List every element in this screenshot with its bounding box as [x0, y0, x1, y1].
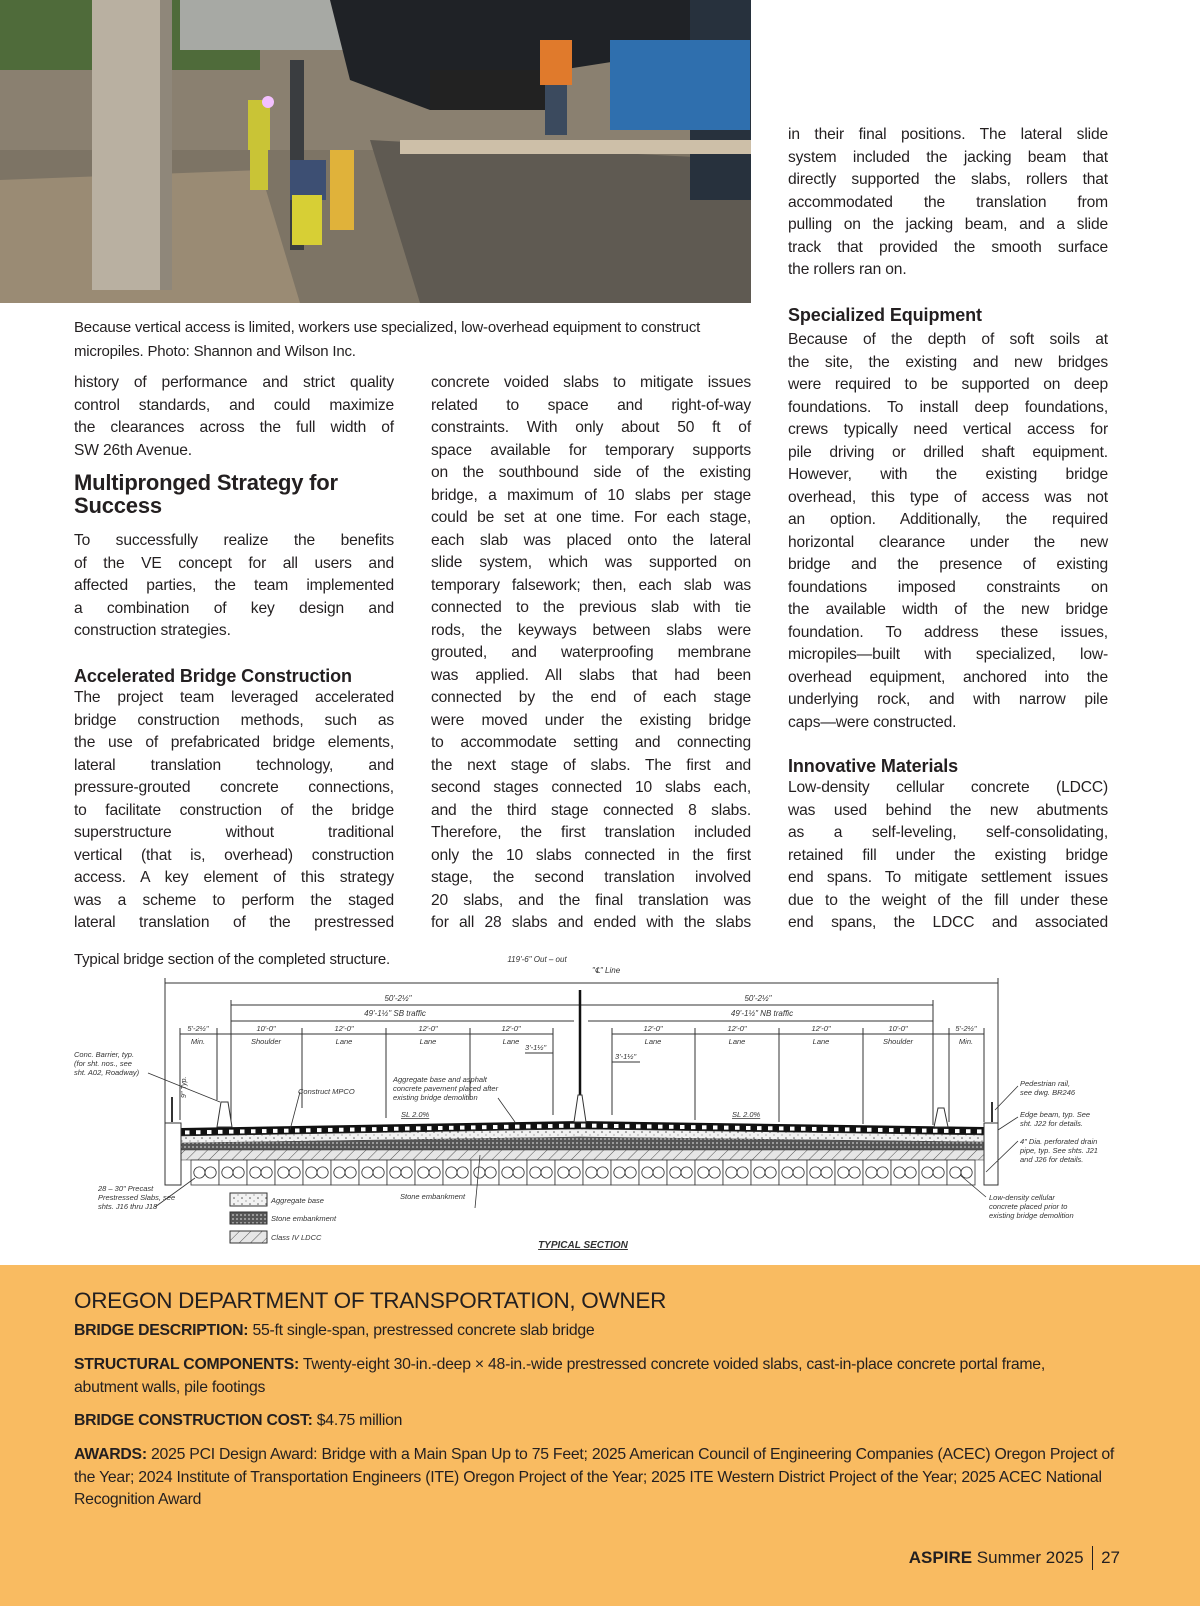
deck-square — [625, 1124, 630, 1128]
precast-slab — [443, 1160, 471, 1185]
svg-text:sht. A02, Roadway): sht. A02, Roadway) — [74, 1068, 140, 1077]
label: AWARDS: — [74, 1446, 147, 1463]
sb-traffic-width: 49'-1½" SB traffic — [364, 1009, 426, 1018]
median-barrier — [574, 1095, 586, 1122]
svg-text:concrete pavement placed after: concrete pavement placed after — [393, 1084, 499, 1093]
precast-slab — [863, 1160, 891, 1185]
deck-square — [724, 1126, 729, 1130]
svg-text:3'-1½": 3'-1½" — [525, 1043, 547, 1052]
svg-text:Class IV LDCC: Class IV LDCC — [271, 1233, 322, 1242]
precast-slab — [583, 1160, 611, 1185]
magazine-name: ASPIRE — [908, 1548, 973, 1567]
svg-text:5'-2½": 5'-2½" — [187, 1024, 209, 1033]
bridge-description — [74, 1320, 1124, 1343]
svg-text:Min.: Min. — [958, 1037, 974, 1046]
text-line: could be set at one time. For each stage, — [431, 509, 751, 526]
deck-square — [504, 1125, 509, 1129]
precast-slab — [471, 1160, 499, 1185]
deck-square — [405, 1127, 410, 1131]
svg-text:Aggregate base and asphalt: Aggregate base and asphalt — [393, 1075, 487, 1084]
deck-square — [218, 1130, 223, 1134]
precast-slab — [331, 1160, 359, 1185]
deck-square — [372, 1127, 377, 1131]
deck-square — [438, 1126, 443, 1130]
svg-text:concrete placed prior to: concrete placed prior to — [989, 1202, 1068, 1211]
text-line: foundations imposed constraints on — [788, 578, 1108, 596]
text-line: However, with the existing bridge — [788, 466, 1108, 483]
text-line: bridge construction methods, such as — [74, 711, 394, 729]
deck-square — [977, 1129, 982, 1133]
deck-square — [768, 1126, 773, 1130]
nb-half-width: 50'-2½" — [744, 994, 772, 1003]
precast-slab — [891, 1160, 919, 1185]
text-line: concrete voided slabs to mitigate issues — [431, 374, 751, 391]
precast-slab — [807, 1160, 835, 1185]
text-line: for all 28 slabs and ended with the slabs — [431, 914, 751, 931]
deck-square — [889, 1128, 894, 1132]
svg-text:Stone embankment: Stone embankment — [271, 1214, 337, 1223]
deck-square — [691, 1125, 696, 1129]
text-line: lateral translation of the prestressed — [74, 914, 394, 931]
col2-paragraph-1 — [431, 372, 751, 935]
deck-square — [515, 1125, 520, 1129]
deck-square — [559, 1124, 564, 1128]
nb-traffic-width: 49'-1½" NB traffic — [730, 1009, 794, 1018]
precast-slab — [751, 1160, 779, 1185]
figure-caption: Typical bridge section of the completed structure. — [74, 951, 391, 968]
text-line: Because of the depth of soft soils at — [788, 331, 1108, 348]
deck-square — [229, 1130, 234, 1134]
text-line: construction strategies. — [74, 622, 231, 639]
svg-text:Min.: Min. — [190, 1037, 206, 1046]
text-line: related to space and right-of-way — [431, 396, 751, 414]
svg-text:Lane: Lane — [335, 1037, 353, 1046]
text-line: in their final positions. The lateral slide — [788, 126, 1108, 143]
text-line: the rollers ran on. — [788, 261, 907, 278]
precast-slab — [359, 1160, 387, 1185]
precast-slab — [191, 1160, 219, 1185]
deck-square — [394, 1127, 399, 1131]
right-edge-beam — [984, 1123, 998, 1185]
svg-text:sht. J22 for details.: sht. J22 for details. — [1020, 1119, 1083, 1128]
col3-paragraph-3 — [788, 777, 1108, 935]
text-line: access. A key element of this strategy — [74, 869, 394, 886]
text-line: of the VE concept for all users and — [74, 554, 394, 572]
overall-width-label: 119'-6" Out – out — [507, 955, 567, 964]
precast-slabs — [191, 1160, 975, 1185]
precast-slab — [219, 1160, 247, 1185]
text-line: Therefore, the first translation included — [431, 824, 751, 841]
value: 55-ft single-span, prestressed concrete slab bridge — [252, 1322, 595, 1339]
divider — [1092, 1546, 1094, 1570]
svg-text:Stone embankment: Stone embankment — [400, 1192, 466, 1201]
precast-slab — [835, 1160, 863, 1185]
precast-slab — [639, 1160, 667, 1185]
deck-square — [350, 1128, 355, 1132]
svg-text:Aggregate base: Aggregate base — [271, 1196, 324, 1205]
right-barrier — [934, 1108, 948, 1127]
label: BRIDGE DESCRIPTION: — [74, 1322, 249, 1339]
text-line: overhead equipment, anchored into the — [788, 668, 1108, 686]
legend-swatch-stone — [230, 1212, 267, 1224]
svg-text:Shoulder: Shoulder — [250, 1037, 282, 1046]
deck-square — [317, 1128, 322, 1132]
deck-square — [306, 1128, 311, 1132]
legend-swatch-aggregate — [230, 1193, 267, 1206]
svg-text:Prestressed Slabs, see: Prestressed Slabs, see — [98, 1193, 176, 1202]
precast-slab — [667, 1160, 695, 1185]
svg-text:28 – 30" Precast: 28 – 30" Precast — [98, 1184, 154, 1193]
text-line: caps—were constructed. — [788, 713, 957, 731]
text-line: temporary falsework; then, each slab was — [431, 576, 751, 594]
text-line: constraints. With only about 50 ft of — [431, 419, 751, 436]
svg-text:Pedestrian rail,: Pedestrian rail, — [1020, 1079, 1071, 1088]
text-line: To successfully realize the benefits — [74, 532, 394, 549]
precast-slab — [555, 1160, 583, 1185]
left-barrier — [217, 1102, 232, 1127]
awards — [74, 1444, 1124, 1512]
left-edge-beam — [165, 1123, 181, 1185]
deck-square — [482, 1125, 487, 1129]
precast-slab — [779, 1160, 807, 1185]
svg-text:12'-0": 12'-0" — [418, 1024, 438, 1033]
deck-square — [735, 1126, 740, 1130]
text-line: foundations. To install deep foundations, — [788, 398, 1108, 416]
text-line: horizontal clearance under the new — [788, 533, 1108, 551]
svg-text:Low-density cellular: Low-density cellular — [989, 1193, 1055, 1202]
text-line: was a scheme to perform the staged — [74, 891, 394, 909]
structural-components — [74, 1354, 1074, 1399]
precast-slab — [611, 1160, 639, 1185]
text-line: track that provided the smooth surface — [788, 238, 1108, 256]
deck-square — [966, 1129, 971, 1133]
deck-square — [427, 1126, 432, 1130]
text-line: only the 10 slabs connected in the first — [431, 846, 751, 864]
svg-text:and J26 for details.: and J26 for details. — [1020, 1155, 1084, 1164]
deck-square — [328, 1128, 333, 1132]
deck-square — [284, 1129, 289, 1133]
text-line: system included the jacking beam that — [788, 148, 1108, 166]
text-line: as a self-leveling, self-consolidating, — [788, 824, 1108, 841]
legend-swatch-ldcc — [230, 1231, 267, 1243]
deck-square — [867, 1128, 872, 1132]
nb-slope: SL 2.0% — [732, 1110, 761, 1119]
sb-slope: SL 2.0% — [401, 1110, 430, 1119]
text-line: on the southbound side of the existing — [431, 464, 751, 481]
text-line: space available for temporary supports — [431, 441, 751, 459]
text-line: connected by the end of each stage — [431, 689, 751, 706]
deck-square — [647, 1124, 652, 1128]
precast-slab — [247, 1160, 275, 1185]
precast-slab — [275, 1160, 303, 1185]
text-line: directly supported the slabs, rollers that — [788, 171, 1108, 188]
legend — [230, 1193, 337, 1243]
deck-square — [185, 1130, 190, 1134]
deck-square — [548, 1124, 553, 1128]
section-title: TYPICAL SECTION — [538, 1240, 628, 1251]
deck-square — [614, 1124, 619, 1128]
svg-text:12'-0": 12'-0" — [501, 1024, 521, 1033]
text-line: accommodated the translation from — [788, 193, 1108, 211]
deck-square — [416, 1126, 421, 1130]
text-line: were required to be supported on deep — [788, 376, 1108, 393]
text-line: and the third stage connected 8 slabs. — [431, 801, 751, 819]
text-line: second stages connected 10 slabs each, — [431, 779, 751, 796]
svg-text:10'-0": 10'-0" — [888, 1024, 908, 1033]
precast-slab — [499, 1160, 527, 1185]
construction-photo — [0, 0, 751, 303]
text-line: history of performance and strict quality — [74, 374, 394, 391]
deck-square — [801, 1127, 806, 1131]
text-line: connected to the previous slab with tie — [431, 599, 751, 616]
deck-square — [746, 1126, 751, 1130]
deck-square — [570, 1124, 575, 1128]
deck-square — [933, 1129, 938, 1133]
svg-text:12'-0": 12'-0" — [727, 1024, 747, 1033]
value: $4.75 million — [316, 1412, 403, 1429]
svg-text:shts. J16 thru J18: shts. J16 thru J18 — [98, 1202, 158, 1211]
svg-text:see dwg. BR246: see dwg. BR246 — [1020, 1088, 1076, 1097]
construction-cost — [74, 1410, 1124, 1433]
col1-paragraph-3 — [74, 687, 394, 935]
heading-specialized-equipment: Specialized Equipment — [788, 305, 982, 325]
deck-square — [757, 1126, 762, 1130]
text-line: were moved under the existing bridge — [431, 711, 751, 729]
deck-square — [812, 1127, 817, 1131]
text-line: lateral translation technology, and — [74, 756, 394, 774]
text-line: the available width of the new bridge — [788, 601, 1108, 618]
deck-square — [680, 1125, 685, 1129]
text-line: was used behind the new abutments — [788, 801, 1108, 819]
value: 2025 PCI Design Award: Bridge with a Main Span Up to 75 Feet; 2025 American Council of Engineering Companies (ACEC) Oregon Project of the Year; 2024 Institute of Transportation Engineers (ITE) Oregon Project of the Year; 2025 ITE Western District Project of the Year; 2025 ACEC National Recognition Award — [74, 1446, 1115, 1508]
text-line: each slab was placed onto the lateral — [431, 531, 751, 549]
col3-paragraph-2 — [788, 329, 1108, 734]
issue: Summer 2025 — [976, 1548, 1084, 1567]
text-line: bridge and the presence of existing — [788, 556, 1108, 573]
deck-square — [449, 1126, 454, 1130]
text-line: slide system, which was supported on — [431, 554, 751, 571]
text-line: to facilitate construction of the bridge — [74, 801, 394, 819]
svg-text:3'-1½": 3'-1½" — [615, 1052, 637, 1061]
deck-square — [669, 1125, 674, 1129]
deck-square — [636, 1124, 641, 1128]
text-line: due to the weight of the fill under these — [788, 891, 1108, 909]
text-line: to accommodate setting and connecting — [431, 734, 751, 751]
ldcc-layer — [181, 1150, 984, 1160]
deck-square — [955, 1129, 960, 1133]
deck-square — [702, 1125, 707, 1129]
centerline-label: "℄" Line — [592, 966, 621, 975]
svg-text:12'-0": 12'-0" — [643, 1024, 663, 1033]
svg-text:existing bridge demolition: existing bridge demolition — [393, 1093, 478, 1102]
deck-square — [713, 1125, 718, 1129]
text-line: end spans. To mitigate settlement issues — [788, 869, 1108, 886]
svg-text:Lane: Lane — [812, 1037, 830, 1046]
precast-slab — [303, 1160, 331, 1185]
text-line: overhead, this type of access was not — [788, 488, 1108, 506]
text-line: 20 slabs, and the final translation was — [431, 891, 751, 909]
svg-text:Construct MPCO: Construct MPCO — [298, 1087, 355, 1096]
svg-text:Conc. Barrier, typ.: Conc. Barrier, typ. — [74, 1050, 135, 1059]
deck-square — [658, 1125, 663, 1129]
deck-square — [944, 1129, 949, 1133]
svg-text:12'-0": 12'-0" — [334, 1024, 354, 1033]
deck-square — [845, 1127, 850, 1131]
col1-paragraph-2 — [74, 530, 394, 643]
text-line: the site, the existing and new bridges — [788, 353, 1108, 371]
precast-slab — [947, 1160, 975, 1185]
owner-heading: OREGON DEPARTMENT OF TRANSPORTATION, OWNER — [74, 1288, 667, 1313]
text-line: The project team leveraged accelerated — [74, 689, 394, 706]
text-line: crews typically need vertical access for — [788, 421, 1108, 438]
text-line: an option. Additionally, the required — [788, 511, 1108, 528]
page-number: 27 — [1101, 1548, 1120, 1567]
text-line: affected parties, the team implemented — [74, 577, 394, 594]
deck-square — [823, 1127, 828, 1131]
text-line: vertical (that is, overhead) construction — [74, 846, 394, 864]
deck-square — [592, 1124, 597, 1128]
text-line: was applied. All slabs that had been — [431, 666, 751, 684]
precast-slab — [695, 1160, 723, 1185]
deck-square — [790, 1127, 795, 1131]
value: Twenty-eight 30-in.-deep × 48-in.-wide prestressed concrete voided slabs, cast-in-place concrete portal frame, abutment walls, pile footings — [74, 1356, 1045, 1396]
deck-square — [383, 1127, 388, 1131]
svg-text:(for sht. nos., see: (for sht. nos., see — [74, 1059, 132, 1068]
text-line: a combination of key design and — [74, 599, 394, 617]
text-line: Low-density cellular concrete (LDCC) — [788, 779, 1108, 796]
text-line: retained fill under the existing bridge — [788, 846, 1108, 864]
svg-text:4" Dia. perforated drain: 4" Dia. perforated drain — [1020, 1137, 1098, 1146]
heading-accelerated-bridge-construction: Accelerated Bridge Construction — [74, 666, 352, 686]
text-line: end spans, the LDCC and associated — [788, 914, 1108, 931]
text-line: SW 26th Avenue. — [74, 441, 192, 459]
heading-multipronged-strategy: Multipronged Strategy for Success — [74, 470, 338, 518]
deck-square — [526, 1124, 531, 1128]
deck-square — [460, 1126, 465, 1130]
deck-square — [537, 1124, 542, 1128]
text-line: stage, the second translation involved — [431, 869, 751, 886]
text-line: bridge, a maximum of 10 slabs per stage — [431, 486, 751, 504]
text-line: grouted, and waterproofing membrane — [431, 644, 751, 661]
deck-square — [240, 1129, 245, 1133]
svg-text:pipe, typ. See shts. J21: pipe, typ. See shts. J21 — [1020, 1146, 1098, 1155]
deck-square — [922, 1129, 927, 1133]
svg-text:Lane: Lane — [728, 1037, 746, 1046]
text-line: pile driving or drilled shaft equipment. — [788, 443, 1108, 461]
text-line: pressure-grouted concrete connections, — [74, 779, 394, 796]
text-line: rods, the keyways between slabs were — [431, 621, 751, 639]
deck-square — [834, 1127, 839, 1131]
svg-text:5'-2½": 5'-2½" — [955, 1024, 977, 1033]
deck-square — [251, 1129, 256, 1133]
heading-innovative-materials: Innovative Materials — [788, 756, 959, 776]
deck-square — [603, 1124, 608, 1128]
text-line: control standards, and could maximize — [74, 396, 394, 414]
col1-paragraph-1 — [74, 372, 394, 462]
deck-square — [196, 1130, 201, 1134]
deck-square — [581, 1124, 586, 1128]
svg-text:Shoulder: Shoulder — [882, 1037, 914, 1046]
svg-text:Edge beam, typ. See: Edge beam, typ. See — [1020, 1110, 1091, 1119]
deck-square — [295, 1129, 300, 1133]
text-line: the next stage of slabs. The first and — [431, 756, 751, 774]
deck-square — [273, 1129, 278, 1133]
deck-square — [262, 1129, 267, 1133]
deck-square — [471, 1125, 476, 1129]
deck-square — [900, 1128, 905, 1132]
label: BRIDGE CONSTRUCTION COST: — [74, 1412, 313, 1429]
text-line: superstructure without traditional — [74, 824, 394, 841]
col3-paragraph-1 — [788, 124, 1108, 282]
svg-text:existing bridge demolition: existing bridge demolition — [989, 1211, 1074, 1220]
svg-text:Lane: Lane — [419, 1037, 437, 1046]
svg-text:Lane: Lane — [502, 1037, 520, 1046]
precast-slab — [415, 1160, 443, 1185]
svg-text:9" Typ.: 9" Typ. — [181, 1076, 188, 1098]
svg-text:Lane: Lane — [644, 1037, 662, 1046]
deck-square — [207, 1130, 212, 1134]
deck-square — [361, 1127, 366, 1131]
photo-caption: Because vertical access is limited, workers use specialized, low-overhead equipment to construct micropiles. Photo: Shannon and Wilson Inc. — [74, 319, 701, 360]
page-footer — [909, 1546, 1120, 1570]
text-line: micropiles—built with specialized, low- — [788, 646, 1108, 663]
text-line: underlying rock, and with narrow pile — [788, 691, 1108, 708]
precast-slab — [387, 1160, 415, 1185]
deck-square — [779, 1126, 784, 1130]
svg-text:12'-0": 12'-0" — [811, 1024, 831, 1033]
deck-square — [911, 1128, 916, 1132]
sb-half-width: 50'-2½" — [384, 994, 412, 1003]
text-line: the clearances across the full width of — [74, 419, 394, 436]
precast-slab — [723, 1160, 751, 1185]
text-line: pulling on the jacking beam, and a slide — [788, 216, 1108, 233]
deck-square — [856, 1128, 861, 1132]
label: STRUCTURAL COMPONENTS: — [74, 1356, 300, 1373]
precast-slab — [919, 1160, 947, 1185]
text-line: foundation. To address these issues, — [788, 623, 1108, 641]
text-line: the use of prefabricated bridge elements, — [74, 734, 394, 751]
deck-square — [493, 1125, 498, 1129]
svg-text:10'-0": 10'-0" — [256, 1024, 276, 1033]
deck-square — [339, 1128, 344, 1132]
deck-square — [878, 1128, 883, 1132]
typical-section-drawing — [0, 950, 1200, 1260]
precast-slab — [527, 1160, 555, 1185]
